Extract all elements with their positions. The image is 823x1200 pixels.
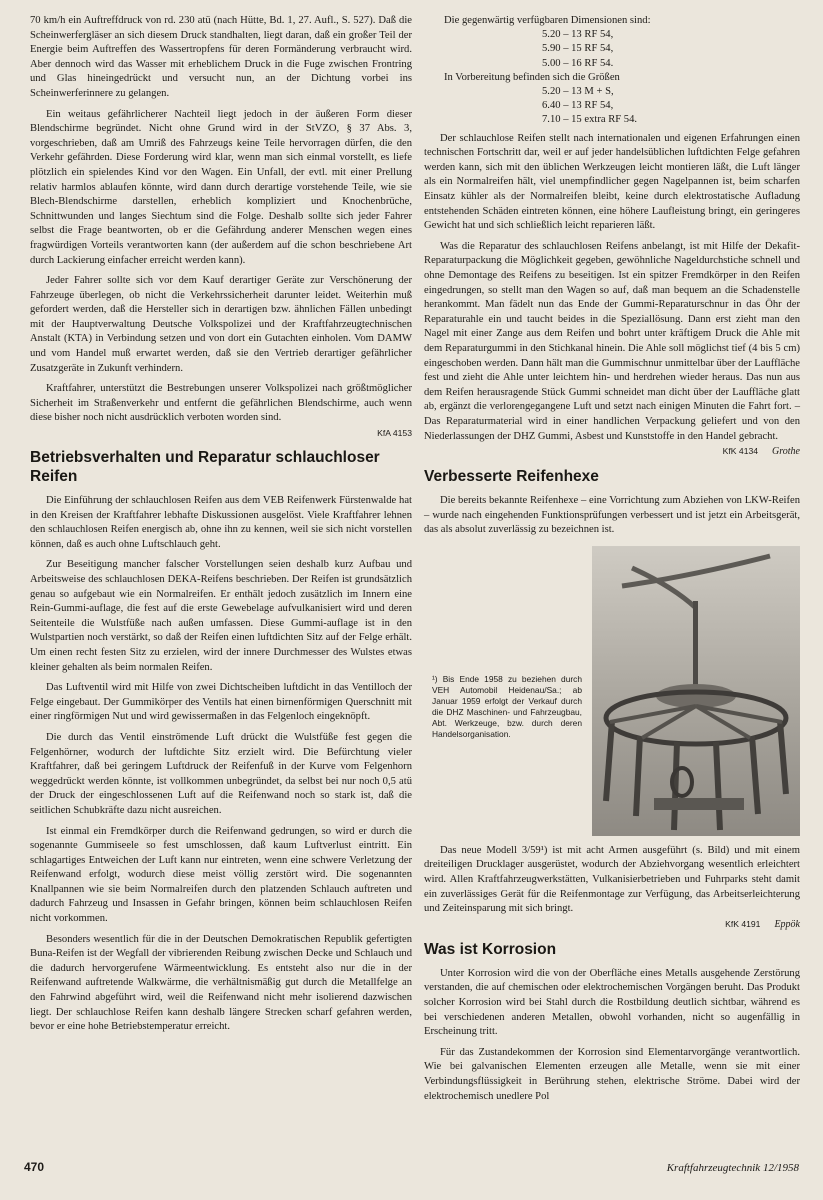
paragraph: Kraftfahrer, unterstützt die Bestrebungen unserer Volkspolizei nach größtmöglicher Sicherheit im Straßenverkehr und entfernt die gefährlichen Blendschirme, auch wenn diese bisher noch nicht ausdrücklich verboten worden sind. bbox=[30, 383, 412, 424]
signature-author: Eppök bbox=[774, 918, 800, 930]
paragraph: Die bereits bekannte Reifenhexe – eine Vorrichtung zum Abziehen von LKW-Reifen – wurde nach eingehenden Funktionsprüfungen verbessert und ist jetzt ein Arbeitsgerät, das als absolut zuverlässig zu bezeichnen ist. bbox=[424, 495, 800, 536]
signature-author: Grothe bbox=[772, 446, 800, 458]
paragraph: Unter Korrosion wird die von der Oberfläche eines Metalls ausgehende Zerstörung verstanden, die auf chemischen oder elektrochemischen Vorgängen beruht. Das Produkt solcher Korrosion wird bei Stahl durch die Rostbildung deutlich sichtbar, während es bei verschiedenen anderen Metallen, obwohl vorhanden, nicht so augenfällig in Erscheinung tritt. bbox=[424, 967, 800, 1038]
paragraph: Jeder Fahrer sollte sich vor dem Kauf derartiger Geräte zur Verschönerung der Fahrzeuge überlegen, ob nicht die Verkehrssicherheit darunter leidet. Weiterhin muß gefordert werden, daß die Hersteller sich in derartigen bzw. ähnlichen Fällen unbedingt mit der Hauptverwaltung Deutsche Volkspolizei und der Kraftfahrzeugtechnischen Anstalt (KTA) in Verbindung setzen und von dort ein Gutachten einholen. Vom DAMW und vom Handel muß erwartet werden, daß sie den Vertrieb derartiger gefährlicher Zusatzgeräte in Zukunft verhindern. bbox=[30, 275, 412, 374]
dim-item: 6.40 – 13 RF 54, bbox=[542, 100, 614, 112]
paragraph: Die Einführung der schlauchlosen Reifen aus dem VEB Reifenwerk Fürstenwalde hat in den Kreisen der Kraftfahrer lebhafte Diskussionen ausgelöst. Viele Kraftfahrer lehnen den schlauchlosen Reifen energisch ab, ohne ihn zu kennen, weil sie sich nicht vorstellen können, daß es auch ohne Luftschlauch geht. bbox=[30, 495, 412, 550]
paragraph: Für das Zustandekommen der Korrosion sind Elementarvorgänge verantwortlich. Wie bei galvanischen Elementen erzeugen alle Metalle, wenn sie mit einer Verbindungsflüssigkeit in Berührung stehen, elektrische Ströme. Dabei wird der elektrochemisch unedlere Pol bbox=[424, 1046, 800, 1102]
article-heading-reifenhexe: Verbesserte Reifenhexe bbox=[424, 468, 599, 486]
dims-intro: Die gegenwärtig verfügbaren Dimensionen sind: bbox=[444, 15, 651, 26]
paragraph: Die durch das Ventil einströmende Luft drückt die Wulstfüße fest gegen die Felgenhörner, wodurch der luftdichte Sitz erzielt wird. Die Befürchtung vieler Kraftfahrer, daß bei geringem Luftdruck der Reifenfuß in der Kurve vom Felgenhorn weggedrückt werden könnte, ist vollkommen unbegründet, da selbst bei nur noch 0,5 atü der Druck der eingeschlossenen Luft auf die Reifenwand noch so stark ist, daß die seitlichen Schubkräfte dazu nicht ausreichen. bbox=[30, 731, 412, 816]
dimension-list bbox=[424, 14, 800, 128]
left-column bbox=[30, 14, 412, 1041]
footnote-caption: ¹) Bis Ende 1958 zu beziehen durch VEH Automobil Heidenau/Sa.; ab Januar 1959 erfolgt der Verkauf durch die DHZ Maschinen- und Fahrzeugbau, Abt. Werkzeuge, bzw. durch deren Handelsorganisation. bbox=[432, 673, 582, 739]
right-column bbox=[424, 14, 800, 1110]
paragraph: Ein weitaus gefährlicherer Nachteil liegt jedoch in der äußeren Form dieser Blendschirme begründet. Nicht ohne Grund wird in der StVZO, § 37 Abs. 3, vorgeschrieben, daß am Umriß des Fahrzeugs keine Teile hervorragen dürfen, die den Verkehr gefährden. Diese Forderung wird klar, wenn man sich einmal vorstellt, es liefe plötzlich ein spielendes Kind vor den Wagen. Ein Unfall, der evtl. mit einer Prellung relativ harmlos ablaufen könnte, wird dann durch derartige vorstehende Teile, wie sie Blech-Blendschirme darstellen, erheblich kompliziert und Knochenbrüche, Schnittwunden und langes Siechtum sind die Folge. Deshalb sollte sich jeder Fahrer selbst die Frage beantworten, ob er die Gefährdung anderer Menschen wegen eines fragwürdigen Vorteils verantworten kann (der außerdem auf die schon beschriebene Art durch Lackierung einfacher erreicht werden kann). bbox=[30, 108, 412, 266]
journal-footer: Kraftfahrzeugtechnik 12/1958 bbox=[666, 1162, 799, 1174]
dim-item: 5.90 – 15 RF 54, bbox=[542, 43, 614, 55]
signature-code: KfK 4134 bbox=[722, 446, 759, 457]
paragraph: Zur Beseitigung mancher falscher Vorstellungen seien deshalb kurz Aufbau und Arbeitsweise des schlauchlosen DEKA-Reifens beschrieben. Der Reifen ist grundsätzlich genau so aufgebaut wie ein Normalreifen. Er enthält jedoch zusätzlich im Innern eine Rein-Gummi-auflage, die fest auf die erste Gewebelage aufvulkanisiert wird und deren Seitenteile die Wulstfüße nach außen umfassen. Diese Gummi-auflage ist in den Wulstpartien noch verstärkt, so daß der Reifen einen luftdichten Sitz auf der Felge erhält. Um einen recht festen Sitz zu erzielen, wird der innere Durchmesser des Wulstes etwas kleiner gehalten als beim normalen Reifen. bbox=[30, 559, 412, 673]
dims-planned-intro: In Vorbereitung befinden sich die Größen bbox=[444, 71, 620, 83]
paragraph: Der schlauchlose Reifen stellt nach internationalen und eigenen Erfahrungen einen technischen Fortschritt dar, weil er auf jeder handelsüblichen luftdichten Felge gefahren werden kann, sich mit den üblichen Werkzeugen leicht montieren läßt, die Luft länger als ein Normalreifen hält, viel unempfindlicher gegen Nagelpannen ist, beim scharfen Einsatz kühler als der Normalreifen bleibt, keine durch elektrostatische Aufladung entstehenden Schäden eintreten können, eine höhere Laufleistung bringt, ein geringeres Gewicht hat und sich schließlich leicht reparieren läßt. bbox=[424, 132, 800, 232]
dim-item: 7.10 – 15 extra RF 54. bbox=[542, 114, 638, 126]
article-signature bbox=[424, 446, 800, 457]
page-number: 470 bbox=[24, 1160, 45, 1174]
figure-area bbox=[424, 546, 800, 836]
tire-tool-illustration bbox=[592, 546, 800, 836]
paragraph: Besonders wesentlich für die in der Deutschen Demokratischen Republik gefertigten Buna-Reifen ist der Wegfall der vibrierenden Reibung zwischen Decke und Schlauch und die dadurch hervorgerufene Wärmeentwicklung. Es entsteht also nur die in der Reifenwand auftretende Walkwärme, die verhältnismäßig gut durch die Metallfelge an den Fahrwind abgeführt wird, weil die Reifenwand nicht mehr isolierend dazwischen liegt. Der schlauchlose Reifen kann deshalb längere Strecken scharf gefahren werden, bevor er eine hohe Betriebstemperatur erreicht. bbox=[30, 933, 412, 1033]
paragraph: 70 km/h ein Auftreffdruck von rd. 230 atü (nach Hütte, Bd. 1, 27. Aufl., S. 527). Daß die Scheinwerfergläser an sich diesem Druck standhalten, liegt daran, daß ein großer Teil der Energie beim Auftreffen des Wassertropfens für deren Formänderung verbraucht wird. Aber dennoch wird das Wasser mit erheblichem Druck in die Fuge zwischen Frontring und Glas hineingedrückt und versucht nun, an der Dichtung vorbei ins Scheinwerferinnere zu gelangen. bbox=[30, 15, 412, 99]
article-heading-korrosion: Was ist Korrosion bbox=[424, 940, 557, 958]
dim-item: 5.20 – 13 RF 54, bbox=[542, 29, 614, 41]
tire-tool-photo bbox=[592, 546, 800, 836]
signature-code: KfK 4191 bbox=[725, 918, 761, 929]
signature-code: KfA 4153 bbox=[377, 428, 412, 439]
paragraph: Ist einmal ein Fremdkörper durch die Reifenwand gedrungen, so wird er durch die sogenannte Gummiseele so fest umschlossen, daß kaum Luftverlust eintritt. Ein schlagartiges Entweichen der Luft kann nur eintreten, wenn eine schwere Verletzung der Reifenwand erfolgt, wodurch diese meist völlig zerstört wird. Die sogenannten Knallpannen wie sie beim Normalreifen durch den platzenden Schlauch auftreten und dadurch Fahrzeug und Insassen in Gefahr bringen, können beim schlauchlosen Reifen nicht vorkommen. bbox=[30, 825, 412, 925]
paragraph: Das neue Modell 3/59¹) ist mit acht Armen ausgeführt (s. Bild) und mit einem dreiteiligen Drucklager ausgerüstet, wodurch der Abziehvorgang wesentlich erleichtert wird. Allen Kraftfahrzeugwerkstätten, Vulkanisierbetrieben und Fuhrparks steht damit ein zuverlässiges Gerät für die Reifenmontage zur Verfügung, das Arbeitserleichterung und Zeiteinsparung mit sich bringt. bbox=[424, 844, 800, 915]
paragraph: Was die Reparatur des schlauchlosen Reifens anbelangt, ist mit Hilfe der Dekafit-Reparaturpackung die Möglichkeit gegeben, gewöhnliche Nageldurchstiche schnell und ohne Demontage des Reifens zu beseitigen. Ist ein spitzer Fremdkörper in den Reifen eingedrungen, so stellt man den Wagen so auf, daß man bequem an die Schadenstelle herankommt. Man fädelt nun das Ende der Gummi-Reparaturschnur in das Öhr der Reparaturahle ein und taucht beides in die Speziallösung. Dann erst zieht man den Nagel mit einer Zange aus dem Reifen und bohrt unter kräftigem Druck die Ahle mit dem Reparaturgummi in den Stichkanal hinein. Die Ahle soll möglichst tief (4 bis 5 cm) eingeschoben werden. Dann hält man die Gummischnur unmittelbar über der Lauffläche fest und zieht die Ahle unter leichtem hin- und herdrehen wieder heraus. Das nun aus dem Reifen herausragende Stück Gummi schneidet man dicht über der Lauffläche glatt ab, ergänzt die verlorengegangene Luft und setzt nach einigen Minuten die Fahrt fort. – Das Reparaturmaterial wird in einer handlichen Verpackung geliefert und von den Niederlassungen der DHZ Gummi, Asbest und Kunststoffe in den Handel gebracht. bbox=[424, 240, 800, 442]
article-signature bbox=[424, 919, 800, 930]
dim-item: 5.00 – 16 RF 54. bbox=[542, 57, 614, 69]
article-signature bbox=[30, 428, 412, 438]
paragraph: Das Luftventil wird mit Hilfe von zwei Dichtscheiben luftdicht in das Ventilloch der Felge eingebaut. Der Gummikörper des Ventils hat einen birnenförmigen Querschnitt mit einer ringförmigen Nut und wird gewissermaßen in das Felgenloch eingeknöpft. bbox=[30, 682, 412, 723]
article-heading-tubeless-tires: Betriebsverhalten und Reparatur schlauchloser Reifen bbox=[30, 449, 380, 486]
dim-item: 5.20 – 13 M + S, bbox=[542, 86, 614, 98]
